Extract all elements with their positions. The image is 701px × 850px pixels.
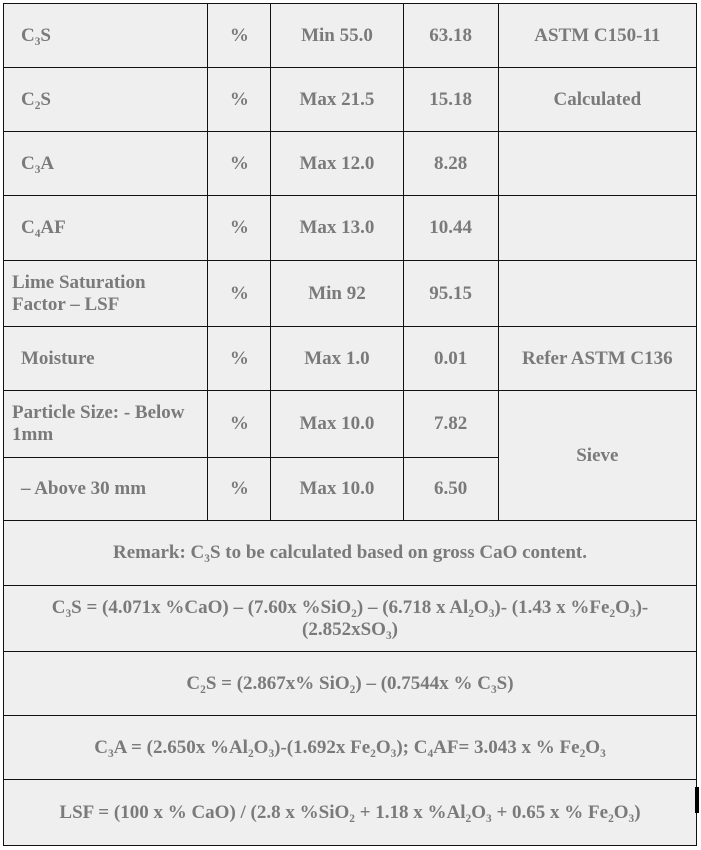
table-row [4, 327, 697, 391]
limit-cell: Min 55.0 [271, 4, 403, 68]
value-cell: 63.18 [403, 4, 498, 68]
parameter-cell: C₃A [4, 132, 208, 196]
method-cell: Calculated [498, 68, 696, 132]
unit-cell: % [208, 261, 271, 327]
unit-cell: % [208, 458, 271, 521]
formula-row [4, 652, 697, 716]
limit-cell: Max 21.5 [271, 68, 403, 132]
table-row [4, 196, 697, 261]
table-row [4, 68, 697, 132]
table-row [4, 391, 697, 458]
unit-cell: % [208, 4, 271, 68]
remark-row [4, 521, 697, 586]
value-cell: 95.15 [403, 261, 498, 327]
method-cell: ASTM C150-11 [498, 4, 696, 68]
unit-cell: % [208, 196, 271, 261]
method-cell [498, 261, 696, 327]
value-cell: 8.28 [403, 132, 498, 196]
formula-c2s: C₂S = (2.867x% SiO₂) – (0.7544x % C₃S) [4, 652, 697, 716]
method-cell [498, 196, 696, 261]
parameter-cell: Particle Size: - Below 1mm [4, 391, 208, 458]
formula-lsf: LSF = (100 x % CaO) / (2.8 x %SiO₂ + 1.18 x %Al₂O₃ + 0.65 x % Fe₂O₃) [4, 780, 697, 846]
limit-cell: Max 1.0 [271, 327, 403, 391]
value-cell: 6.50 [403, 458, 498, 521]
limit-cell: Max 10.0 [271, 458, 403, 521]
unit-cell: % [208, 327, 271, 391]
parameter-cell: C₂S [4, 68, 208, 132]
value-cell: 7.82 [403, 391, 498, 458]
parameter-cell: C₄AF [4, 196, 208, 261]
limit-cell: Max 12.0 [271, 132, 403, 196]
method-cell [498, 132, 696, 196]
parameter-cell: C₃S [4, 4, 208, 68]
formula-row [4, 716, 697, 780]
table-row [4, 261, 697, 327]
formula-row [4, 780, 697, 846]
limit-cell: Max 10.0 [271, 391, 403, 458]
value-cell: 0.01 [403, 327, 498, 391]
edge-marker [695, 787, 699, 813]
table-row [4, 132, 697, 196]
value-cell: 10.44 [403, 196, 498, 261]
formula-row [4, 586, 697, 652]
value-cell: 15.18 [403, 68, 498, 132]
remark-text: Remark: C₃S to be calculated based on gross CaO content. [4, 521, 697, 586]
limit-cell: Max 13.0 [271, 196, 403, 261]
parameter-cell: – Above 30 mm [4, 458, 208, 521]
formula-c3a-c4af: C₃A = (2.650x %Al₂O₃)-(1.692x Fe₂O₃); C₄AF= 3.043 x % Fe₂O₃ [4, 716, 697, 780]
unit-cell: % [208, 391, 271, 458]
unit-cell: % [208, 68, 271, 132]
parameter-cell: Lime Saturation Factor – LSF [4, 261, 208, 327]
method-cell: Sieve [498, 391, 696, 521]
specification-table [3, 3, 697, 846]
unit-cell: % [208, 132, 271, 196]
parameter-cell: Moisture [4, 327, 208, 391]
table-row [4, 4, 697, 68]
limit-cell: Min 92 [271, 261, 403, 327]
formula-c3s: C₃S = (4.071x %CaO) – (7.60x %SiO₂) – (6.718 x Al₂O₃)- (1.43 x %Fe₂O₃)-(2.852xSO₃) [4, 586, 697, 652]
method-cell: Refer ASTM C136 [498, 327, 696, 391]
